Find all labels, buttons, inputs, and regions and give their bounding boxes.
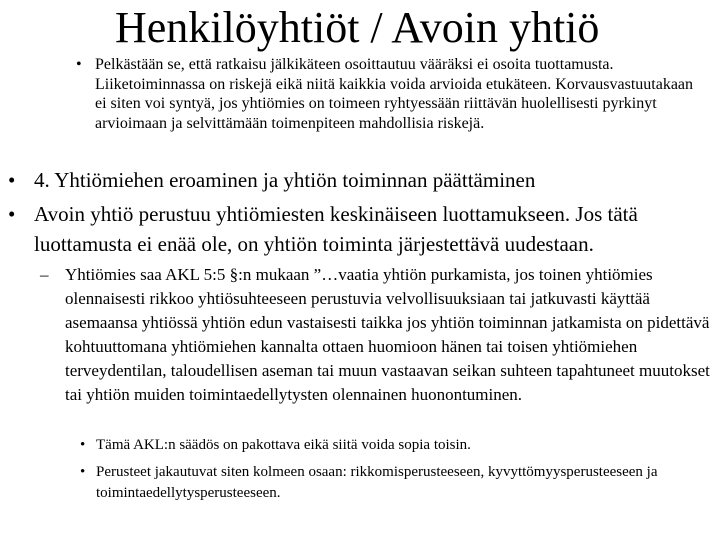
bullet-text: Avoin yhtiö perustuu yhtiömiesten keskinäiseen luottamukseen. Jos tätä luottamusta ei enää ole, on yhtiön toiminta järjestettävä uudestaan. xyxy=(34,202,638,256)
slide-title: Henkilöyhtiöt / Avoin yhtiö xyxy=(115,3,600,52)
dash-marker: – xyxy=(40,265,49,284)
bullet-marker: • xyxy=(80,464,86,480)
bullet-marker: • xyxy=(8,168,16,192)
bullet-item xyxy=(8,199,713,259)
sub-sub-bullet-item xyxy=(80,462,700,504)
bullet-marker: • xyxy=(76,56,82,73)
sub-sub-bullet-text: Tämä AKL:n säädös on pakottava eikä siitä voida sopia toisin. xyxy=(96,437,471,453)
bullet-text: 4. Yhtiömiehen eroaminen ja yhtiön toiminnan päättäminen xyxy=(34,168,536,192)
bullet-item xyxy=(8,165,713,195)
sub-bullet-item xyxy=(40,263,710,407)
sub-bullet-text: Yhtiömies saa AKL 5:5 §:n mukaan ”…vaatia yhtiön purkamista, jos toinen yhtiömies olennaisesti rikkoo yhtiösuhteeseen perustuvia velvollisuuksiaan tai jatkuvasti käyttää asemaansa yhtiössä yhtiön edun vastaisesti taikka jos yhtiön toiminnan jatkamista on pidettävä kohtuuttomana yhtiömiehen kannalta ottaen huomioon hänen tai toisen yhtiömiehen terveydentilan, taloudellisen aseman tai muun vastaavan seikan suhteen tapahtuneet muutokset tai yhtiön muiden toimintaedellytysten olennainen huonontuminen. xyxy=(65,265,710,404)
intro-bullet xyxy=(76,55,706,133)
sub-sub-bullet-text: Perusteet jakautuvat siten kolmeen osaan: rikkomisperusteeseen, kyvyttömyysperusteeseen ja toimintaedellytysperusteeseen. xyxy=(96,464,658,501)
bullet-marker: • xyxy=(8,202,16,226)
bullet-marker: • xyxy=(80,437,86,453)
sub-sub-bullet-item xyxy=(80,435,700,456)
intro-bullet-text: Pelkästään se, että ratkaisu jälkikäteen osoittautuu vääräksi ei osoita tuottamusta. Liiketoiminnassa on riskejä eikä niitä kaikkia voida arvioida etukäteen. Korvausvastuutakaan ei siten voi syntyä, jos yhtiömies on toimeen ryhtyessään riittävän huolellisesti pyrkinyt arvioimaan ja selvittämään toimenpiteen mahdollisia riskejä. xyxy=(95,56,694,132)
